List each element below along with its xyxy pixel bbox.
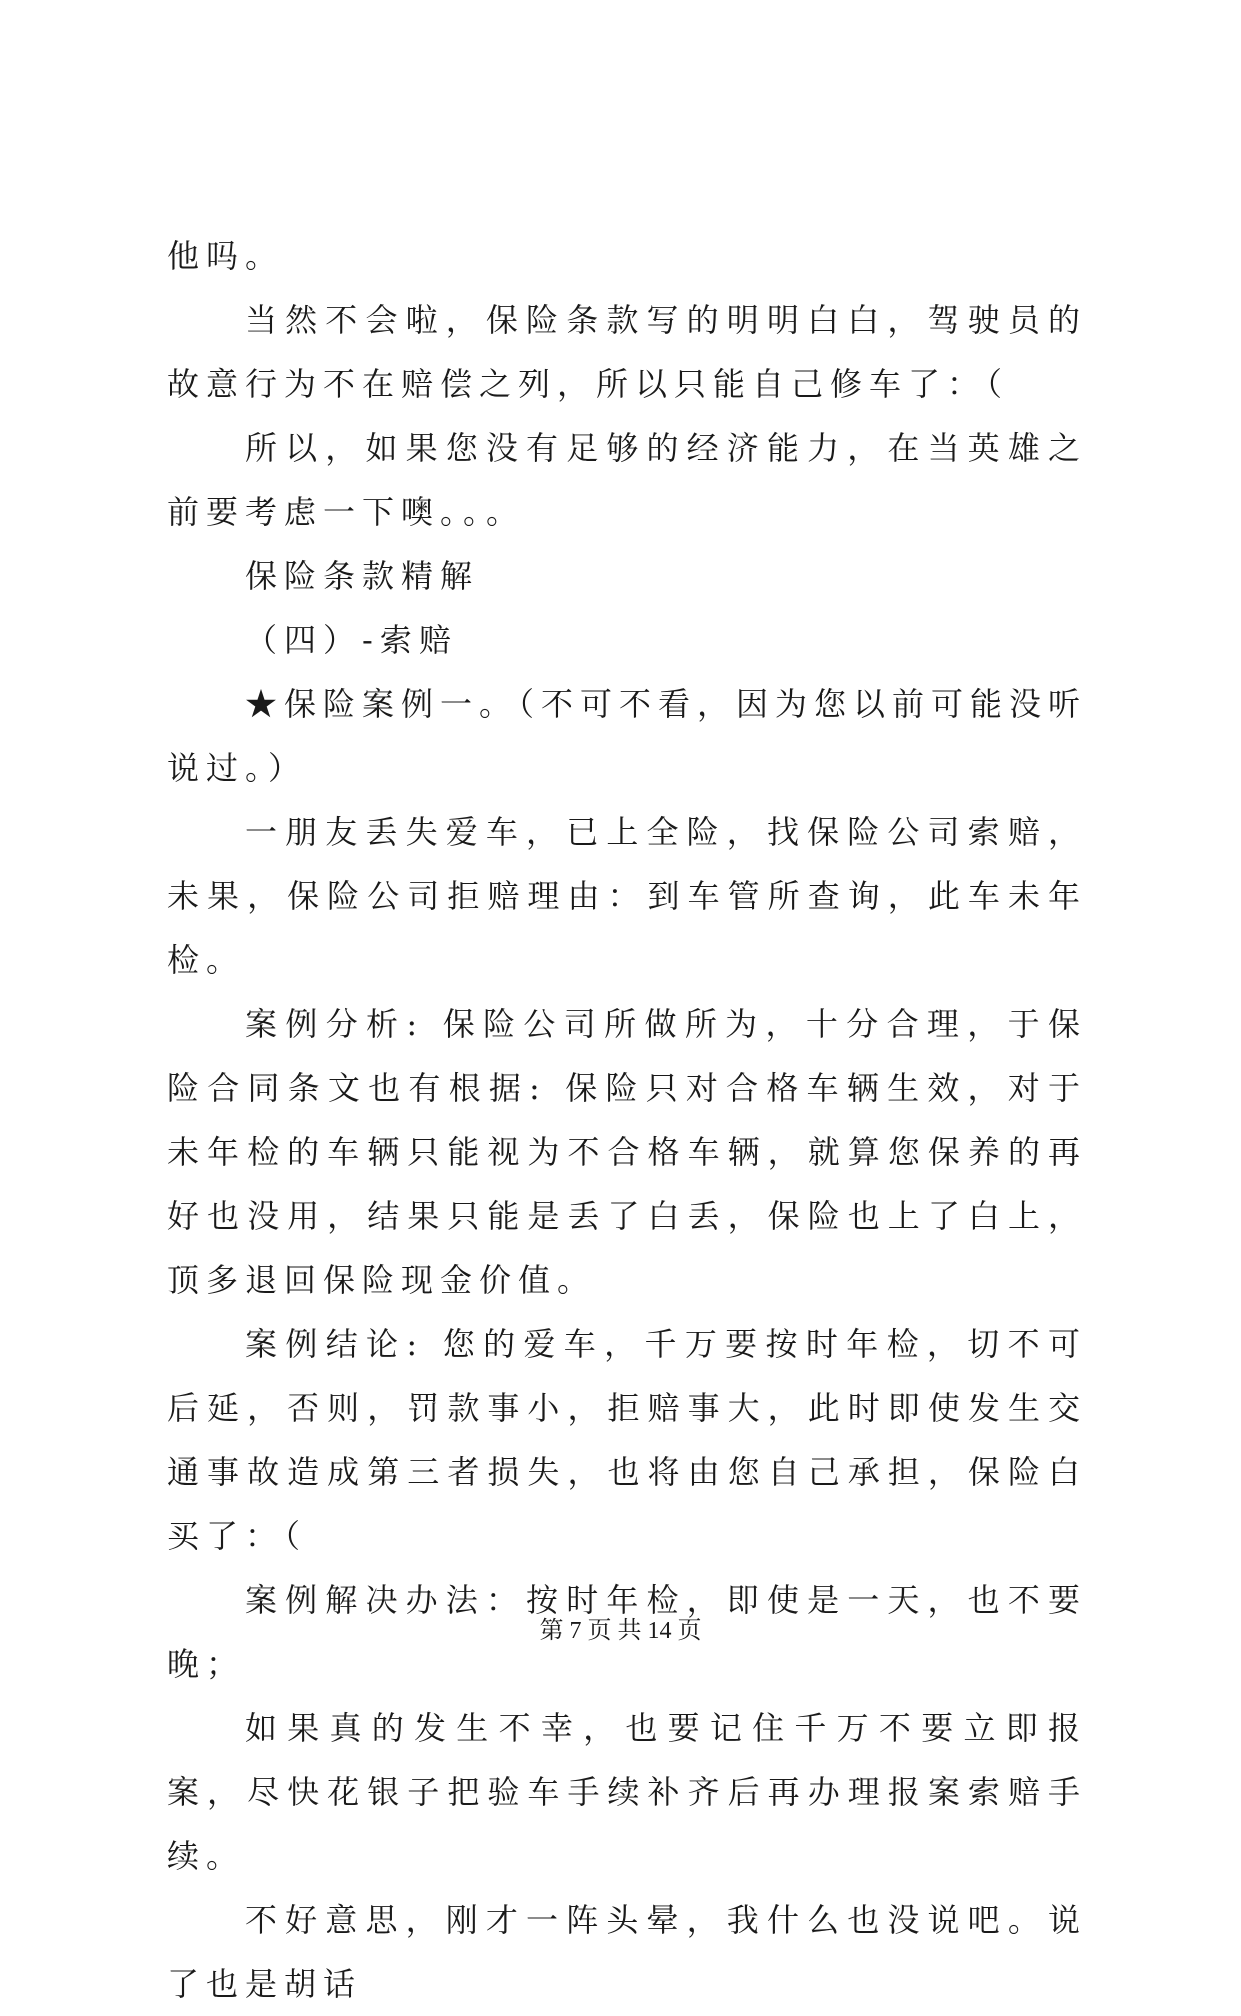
paragraph-1: 他吗。 — [167, 237, 285, 275]
paragraph-3: 所以，如果您没有足够的经济能力，在当英雄之前要考虑一下噢。。。 — [167, 429, 1087, 531]
paragraph-case-solution: 案例解决办法：按时年检，即使是一天，也不要晚； — [167, 1581, 1087, 1683]
paragraph-case-description: 一朋友丢失爱车，已上全险，找保险公司索赔，未果，保险公司拒赔理由：到车管所查询，此车未年检。 — [167, 813, 1087, 979]
paragraph-advice: 如果真的发生不幸，也要记住千万不要立即报案，尽快花银子把验车手续补齐后再办理报案索赔手续。 — [167, 1709, 1087, 1875]
case-title: ★保险案例一。（不可不看，因为您以前可能没听说过。） — [167, 685, 1088, 787]
section-subheading: （四）-索赔 — [245, 621, 458, 659]
document-body — [167, 224, 1087, 2016]
paragraph-case-analysis: 案例分析: 保险公司所做所为，十分合理，于保险合同条文也有根据: 保险只对合格车辆生效，对于未年检的车辆只能视为不合格车辆，就算您保养的再好也没用，结果只能是丢了白丢，保险也上了白上，顶多退回保险现金价值。 — [167, 1005, 1087, 1299]
paragraph-case-conclusion: 案例结论: 您的爱车，千万要按时年检，切不可后延，否则，罚款事小，拒赔事大，此时即使发生交通事故造成第三者损失，也将由您自己承担，保险白买了：（ — [167, 1325, 1087, 1555]
page-number: 第 7 页 共 14 页 — [539, 1618, 702, 1644]
paragraph-2: 当然不会啦，保险条款写的明明白白，驾驶员的故意行为不在赔偿之列，所以只能自己修车了：（ — [167, 301, 1087, 403]
paragraph-closing: 不好意思，刚才一阵头晕，我什么也没说吧。说了也是胡话 — [167, 1901, 1087, 2003]
page-footer — [0, 1616, 1241, 1646]
section-heading: 保险条款精解 — [245, 557, 480, 595]
